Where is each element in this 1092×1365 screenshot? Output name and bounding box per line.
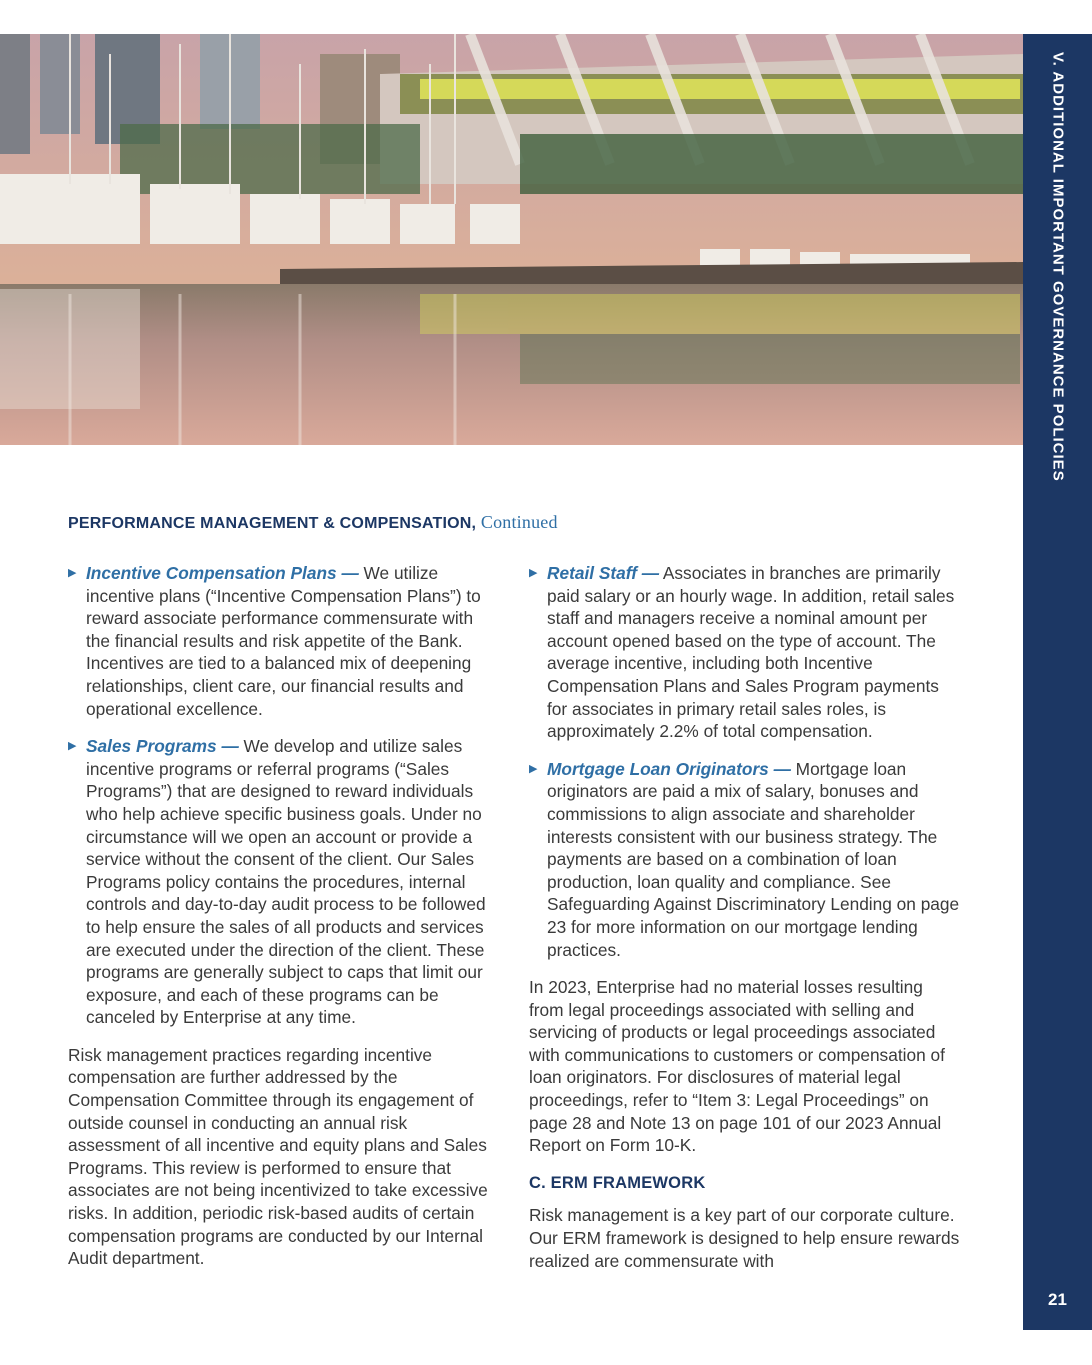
bullet-text: We utilize incentive plans (“Incentive Compensation Plans”) to reward associate performance commensurate with the financial results and risk appetite of the Bank. Incentives are tied to a balanced mix of deepening relationships, client care, our financial results and operational excellence. bbox=[86, 563, 481, 719]
erm-framework-heading: C. ERM FRAMEWORK bbox=[529, 1173, 706, 1192]
bullet-incentive-compensation-plans bbox=[68, 562, 498, 720]
section-heading bbox=[68, 512, 968, 533]
bullet-term: Incentive Compensation Plans — bbox=[86, 563, 359, 583]
bullet-retail-staff bbox=[529, 562, 961, 743]
bullet-term: Mortgage Loan Originators — bbox=[547, 758, 791, 779]
bullet-text: We develop and utilize sales incentive programs or referral programs (“Sales Programs”) that are designed to reward individuals who help achieve specific business goals. Under no circumstance will we open an account or provide a service without the consent of the client. Our Sales Programs policy contains the procedures, internal controls and day-to-day audit process to be followed to help ensure the sales of all products and services are executed under the direction of the client. These programs are generally subject to caps that limit our exposure, and each of these programs can be canceled by Enterprise at any time. bbox=[86, 736, 486, 1028]
bullet-arrow-icon: ▶ bbox=[68, 567, 77, 579]
bullet-text: Associates in branches are primarily paid salary or an hourly wage. In addition, retail sales staff and managers receive a nominal amount per account opened based on the type of account. The average incentive, including both Incentive Compensation Plans and Sales Program payments for associates in primary retail sales roles, is approximately 2.2% of total compensation. bbox=[547, 563, 955, 742]
bullet-arrow-icon: ▶ bbox=[529, 762, 538, 775]
right-column bbox=[529, 562, 961, 1287]
risk-management-paragraph: Risk management practices regarding incentive compensation are further addressed by the Compensation Committee through its engagement of outside counsel in conducting an annual risk assessment of all incentive and equity plans and Sales Programs. This review is performed to ensure that associates are not being incentivized to take excessive risks. In addition, periodic risk-based audits of certain compensation programs are conducted by our Internal Audit department. bbox=[68, 1044, 488, 1269]
marina-illustration bbox=[0, 34, 1023, 445]
bullet-term: Retail Staff — bbox=[547, 563, 660, 583]
bullet-sales-programs bbox=[68, 735, 498, 1029]
left-column bbox=[68, 562, 498, 1285]
page-number: 21 bbox=[1048, 1290, 1067, 1309]
erm-framework-paragraph: Risk management is a key part of our corporate culture. Our ERM framework is designed to help ensure rewards realized are commensurate with bbox=[529, 1205, 960, 1271]
hero-marina-photo bbox=[0, 34, 1023, 445]
bullet-arrow-icon: ▶ bbox=[529, 567, 538, 579]
legal-losses-paragraph: In 2023, Enterprise had no material losses resulting from legal proceedings associated with selling and servicing of products or legal proceedings associated with communications to customers or compensation of loan originators. For disclosures of material legal proceedings, refer to “Item 3: Legal Proceedings” on page 28 and Note 13 on page 101 of our 2023 Annual Report on Form 10-K. bbox=[529, 977, 945, 1156]
bullet-term: Sales Programs — bbox=[86, 736, 239, 757]
section-heading-title: PERFORMANCE MANAGEMENT & COMPENSATION, bbox=[68, 515, 477, 532]
section-heading-continued: Continued bbox=[480, 512, 558, 532]
bullet-mortgage-loan-originators bbox=[529, 758, 961, 961]
bullet-arrow-icon: ▶ bbox=[68, 740, 77, 753]
section-side-title: V. ADDITIONAL IMPORTANT GOVERNANCE POLICIES bbox=[1049, 52, 1067, 482]
bullet-text: Mortgage loan originators are paid a mix of salary, bonuses and commissions to align associate and shareholder interests consistent with our business strategy. The payments are based on a combination of loan production, loan quality and compliance. See Safeguarding Against Discriminatory Lending on page 23 for more information on our mortgage lending practices. bbox=[547, 758, 960, 960]
